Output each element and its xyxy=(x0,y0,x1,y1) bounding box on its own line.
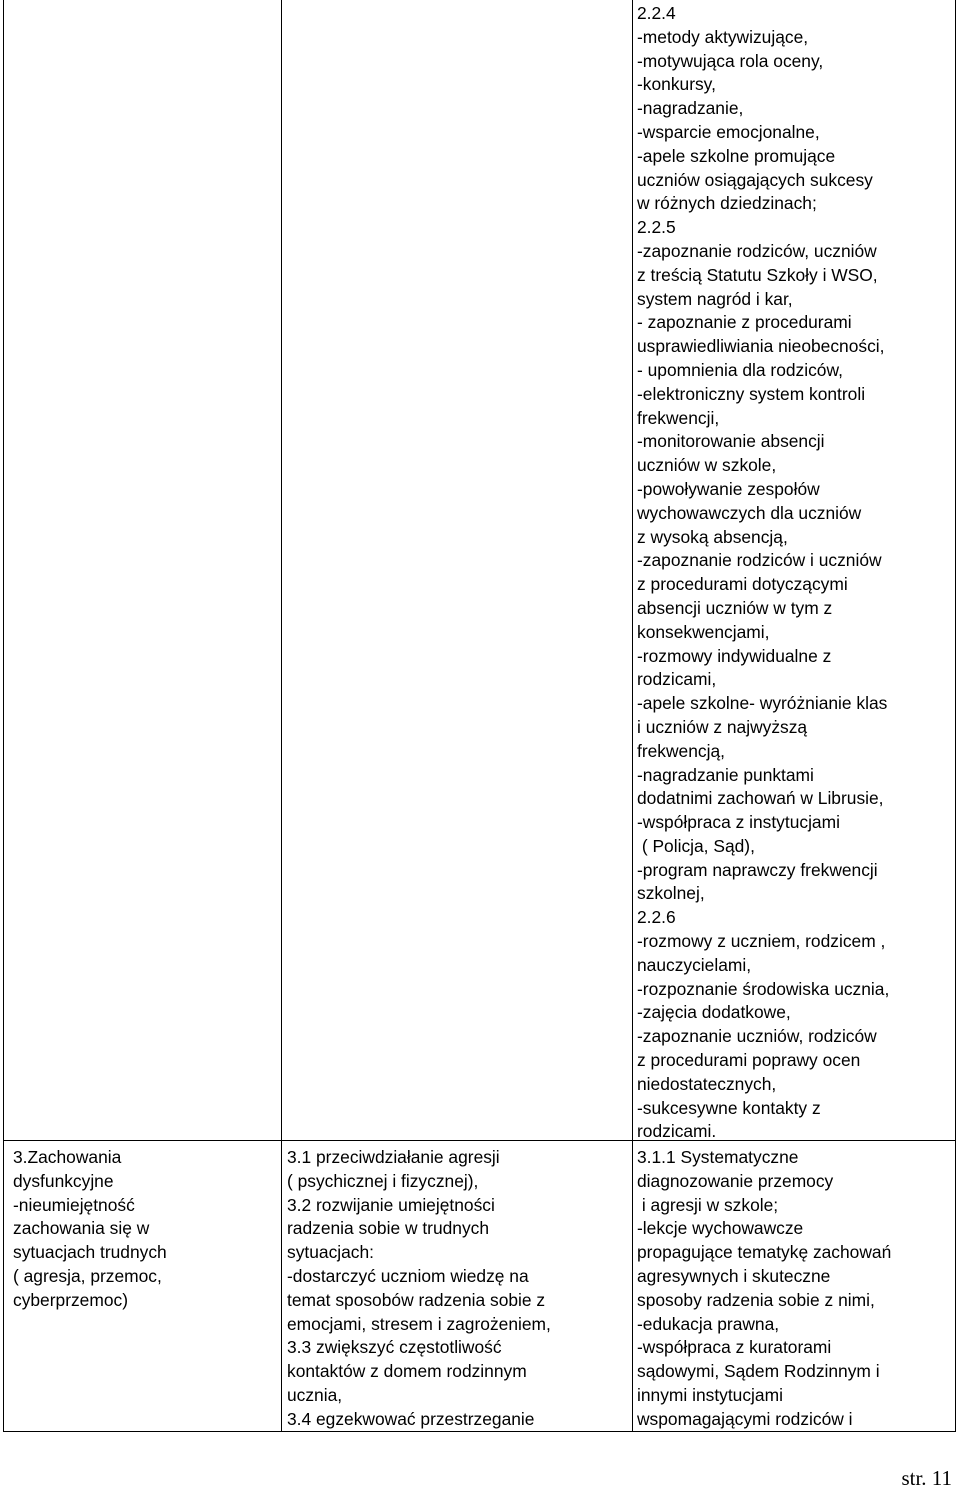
text-line: -elektroniczny system kontroli xyxy=(637,383,866,404)
text-line: -monitorowanie absencji xyxy=(637,431,825,452)
text-line: radzenia sobie w trudnych xyxy=(287,1218,490,1239)
text-line: uczniów w szkole, xyxy=(637,455,777,476)
column-divider-1 xyxy=(281,0,282,1431)
text-line: w różnych dziedzinach; xyxy=(637,193,817,214)
text-line: nauczycielami, xyxy=(637,954,752,975)
text-line: 3.4 egzekwować przestrzeganie xyxy=(287,1408,535,1429)
text-line: innymi instytucjami xyxy=(637,1384,783,1405)
text-line: z procedurami poprawy ocen xyxy=(637,1050,861,1071)
cell-methods-aggression xyxy=(637,1146,891,1432)
text-line: -sukcesywne kontakty z xyxy=(637,1097,821,1118)
text-line: frekwencją, xyxy=(637,740,725,761)
text-line: sytuacjach: xyxy=(287,1242,374,1263)
text-line: rodzicami. xyxy=(637,1121,717,1142)
text-line: szkolnej, xyxy=(637,883,705,904)
text-line: -apele szkolne- wyróżnianie klas xyxy=(637,693,888,714)
text-line: ucznia, xyxy=(287,1384,343,1405)
text-line: frekwencji, xyxy=(637,407,720,428)
text-line: -rozmowy indywidualne z xyxy=(637,645,832,666)
text-line: konsekwencjami, xyxy=(637,621,770,642)
text-line: -wsparcie emocjonalne, xyxy=(637,121,820,142)
text-line: dodatnimi zachowań w Librusie, xyxy=(637,788,884,809)
text-line: -motywująca rola oceny, xyxy=(637,50,824,71)
text-line: sądowymi, Sądem Rodzinnym i xyxy=(637,1361,880,1382)
text-line: temat sposobów radzenia sobie z xyxy=(287,1289,546,1310)
page-number: str. 11 xyxy=(901,1466,952,1490)
text-line: -program naprawczy frekwencji xyxy=(637,859,878,880)
text-line: -zapoznanie rodziców i uczniów xyxy=(637,550,882,571)
text-line: 3.Zachowania xyxy=(13,1147,122,1167)
text-line: absencji uczniów w tym z xyxy=(637,597,833,618)
text-line: rodzicami, xyxy=(637,669,717,690)
text-line: niedostatecznych, xyxy=(637,1073,777,1094)
cell-methods-previous xyxy=(637,2,889,1144)
text-line: - zapoznanie z procedurami xyxy=(637,312,852,333)
text-line: -apele szkolne promujące xyxy=(637,145,836,166)
text-line: propagujące tematykę zachowań xyxy=(637,1242,892,1263)
text-line: i uczniów z najwyższą xyxy=(637,716,808,737)
text-line: -współpraca z kuratorami xyxy=(637,1337,832,1358)
text-line: 3.3 zwiększyć częstotliwość xyxy=(287,1337,502,1358)
text-line: -powoływanie zespołów xyxy=(637,478,820,499)
text-line: -rozpoznanie środowiska ucznia, xyxy=(637,978,890,999)
text-line: z procedurami dotyczącymi xyxy=(637,574,848,595)
text-line: 3.1.1 Systematyczne xyxy=(637,1147,799,1167)
text-line: -lekcje wychowawcze xyxy=(637,1218,804,1239)
text-line: -nagradzanie, xyxy=(637,98,744,119)
cell-area-title xyxy=(13,1146,167,1313)
text-line: 3.1 przeciwdziałanie agresji xyxy=(287,1147,500,1167)
text-line: -konkursy, xyxy=(637,74,716,95)
column-divider-2 xyxy=(632,0,633,1431)
text-line: usprawiedliwiania nieobecności, xyxy=(637,336,885,357)
text-line: wspomagającymi rodziców i xyxy=(637,1408,853,1429)
text-line: 2.2.4 xyxy=(637,3,676,23)
text-line: cyberprzemoc) xyxy=(13,1289,129,1310)
text-line: -dostarczyć uczniom wiedzę na xyxy=(287,1265,529,1286)
text-line: -współpraca z instytucjami xyxy=(637,812,840,833)
text-line: - upomnienia dla rodziców, xyxy=(637,359,843,380)
text-line: sposoby radzenia sobie z nimi, xyxy=(637,1289,875,1310)
text-line: -zajęcia dodatkowe, xyxy=(637,1002,791,1023)
text-line: -metody aktywizujące, xyxy=(637,26,809,47)
text-line: wychowawczych dla uczniów xyxy=(637,502,862,523)
text-line: dysfunkcyjne xyxy=(13,1170,114,1191)
text-line: system nagród i kar, xyxy=(637,288,793,309)
text-line: z wysoką absencją, xyxy=(637,526,788,547)
text-line: ( psychicznej i fizycznej), xyxy=(287,1170,479,1191)
text-line: 2.2.6 xyxy=(637,907,676,928)
text-line: -rozmowy z uczniem, rodzicem , xyxy=(637,931,886,952)
text-line: -zapoznanie rodziców, uczniów xyxy=(637,240,877,261)
text-line: 2.2.5 xyxy=(637,217,676,238)
text-line: -nagradzanie punktami xyxy=(637,764,814,785)
text-line: agresywnych i skuteczne xyxy=(637,1265,831,1286)
text-line: -edukacja prawna, xyxy=(637,1313,780,1334)
text-line: ( Policja, Sąd), xyxy=(637,835,755,856)
text-line: diagnozowanie przemocy xyxy=(637,1170,834,1191)
text-line: emocjami, stresem i zagrożeniem, xyxy=(287,1313,551,1334)
text-line: sytuacjach trudnych xyxy=(13,1242,167,1263)
text-line: zachowania się w xyxy=(13,1218,150,1239)
text-line: kontaktów z domem rodzinnym xyxy=(287,1361,527,1382)
cell-objectives xyxy=(287,1146,551,1432)
text-line: z treścią Statutu Szkoły i WSO, xyxy=(637,264,878,285)
text-line: -zapoznanie uczniów, rodziców xyxy=(637,1026,877,1047)
text-line: ( agresja, przemoc, xyxy=(13,1265,162,1286)
text-line: i agresji w szkole; xyxy=(637,1194,779,1215)
text-line: 3.2 rozwijanie umiejętności xyxy=(287,1194,495,1215)
text-line: -nieumiejętność xyxy=(13,1194,135,1215)
text-line: uczniów osiągających sukcesy xyxy=(637,169,873,190)
